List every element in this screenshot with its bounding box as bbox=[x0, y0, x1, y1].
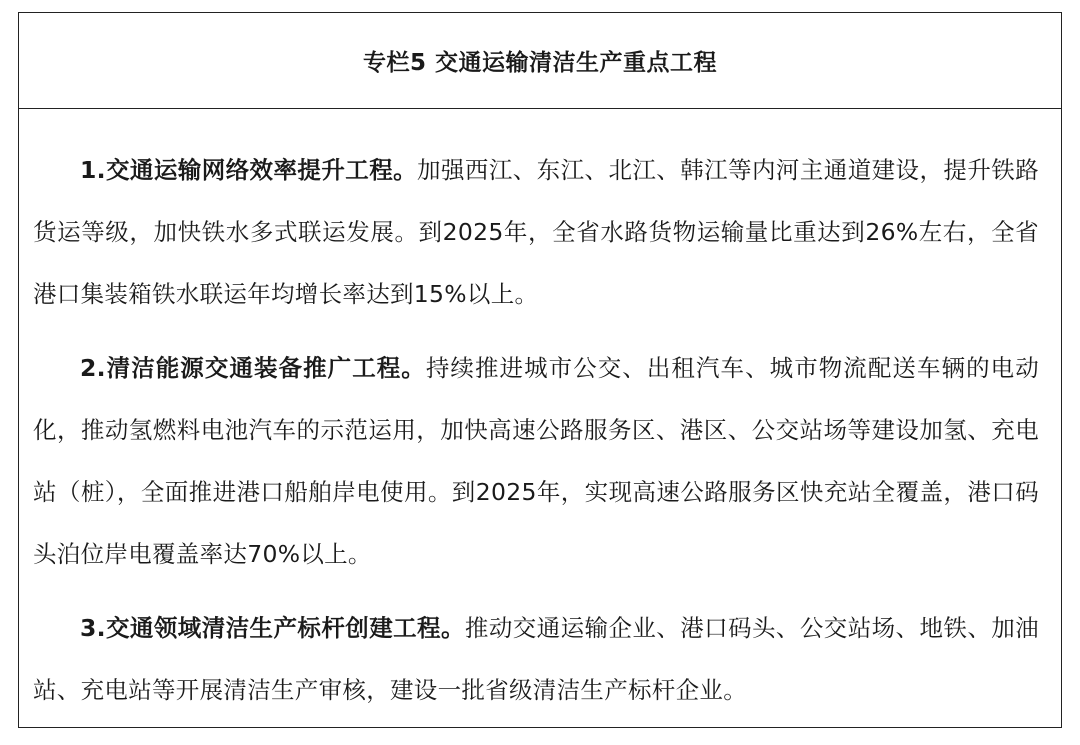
box-body bbox=[19, 109, 1061, 721]
special-column-box bbox=[18, 12, 1062, 728]
project-item-1-text: 加强西江、东江、北江、韩江等内河主通道建设，提升铁路货运等级，加快铁水多式联运发展。到2025年，全省水路货物运输量比重达到26%左右，全省港口集装箱铁水联运年均增长率达到15%以上。 bbox=[33, 156, 1039, 308]
box-header bbox=[19, 13, 1061, 109]
project-item-3 bbox=[33, 597, 1039, 721]
project-item-3-text: 推动交通运输企业、港口码头、公交站场、地铁、加油站、充电站等开展清洁生产审核，建设一批省级清洁生产标杆企业。 bbox=[33, 614, 1039, 704]
project-item-1 bbox=[33, 139, 1039, 325]
project-item-2-text: 持续推进城市公交、出租汽车、城市物流配送车辆的电动化，推动氢燃料电池汽车的示范运用，加快高速公路服务区、港区、公交站场等建设加氢、充电站（桩），全面推进港口船舶岸电使用。到2025年，实现高速公路服务区快充站全覆盖，港口码头泊位岸电覆盖率达70%以上。 bbox=[33, 354, 1039, 568]
project-item-1-lead: 1.交通运输网络效率提升工程。 bbox=[80, 156, 418, 184]
project-item-3-lead: 3.交通领域清洁生产标杆创建工程。 bbox=[80, 614, 465, 642]
box-title: 专栏5 交通运输清洁生产重点工程 bbox=[362, 50, 717, 76]
project-item-2-lead: 2.清洁能源交通装备推广工程。 bbox=[80, 354, 426, 382]
project-item-2 bbox=[33, 337, 1039, 585]
